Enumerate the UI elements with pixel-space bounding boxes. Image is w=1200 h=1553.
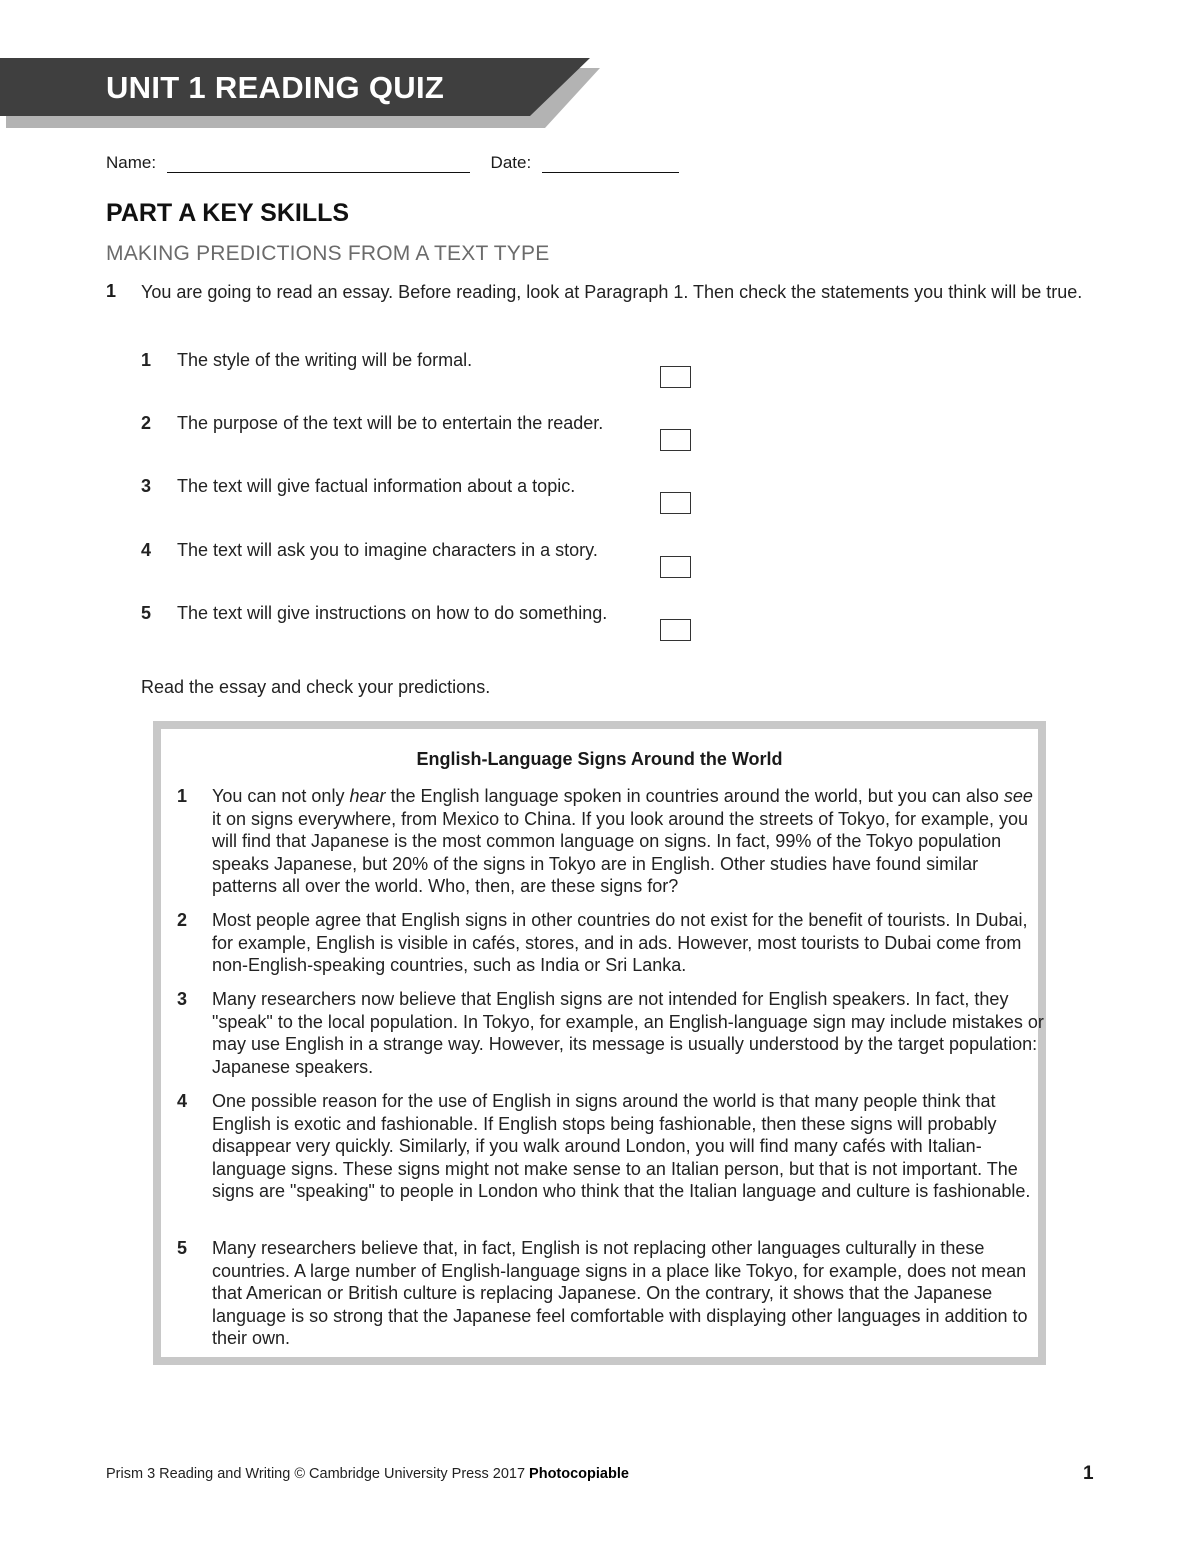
statement-text: The text will ask you to imagine characters in a story. bbox=[177, 540, 598, 560]
statement-number: 5 bbox=[141, 603, 152, 623]
paragraph-number: 1 bbox=[177, 786, 188, 806]
essay-title: English-Language Signs Around the World bbox=[416, 749, 783, 769]
date-label: Date: bbox=[490, 153, 532, 172]
paragraph-text: One possible reason for the use of English in signs around the world is that many people think that English is exotic and fashionable. If English stops being fashionable, then these signs will probably disappear very quickly. Similarly, if you walk around London, you will find many cafés with Italian- language signs. These signs might not make sense to an Italian person, but that is not important. The signs are "speaking" to people in London who think that the Italian language and culture is fashionable. bbox=[212, 1091, 1031, 1202]
essay-box bbox=[153, 721, 1046, 1365]
paragraph-text: Many researchers believe that, in fact, English is not replacing other languages culturally in these countries. A large number of English-language signs in a place like Tokyo, for example, does not mean that American or British culture is replacing Japanese. On the contrary, it shows that the Japanese language is so strong that the Japanese feel comfortable with displaying other languages in addition to their own. bbox=[212, 1238, 1028, 1349]
paragraph-number: 5 bbox=[177, 1238, 188, 1258]
part-title: PART A KEY SKILLS bbox=[106, 199, 350, 227]
paragraph-number: 2 bbox=[177, 910, 188, 930]
followup-instruction: Read the essay and check your predictions. bbox=[141, 677, 491, 697]
statement-checkbox[interactable] bbox=[660, 366, 691, 388]
statement-checkbox[interactable] bbox=[660, 619, 691, 641]
footer-credit: Prism 3 Reading and Writing © Cambridge University Press 2017 Photocopiable bbox=[106, 1466, 629, 1482]
statement-text: The style of the writing will be formal. bbox=[177, 350, 473, 370]
paragraph-text: Most people agree that English signs in other countries do not exist for the benefit of tourists. In Dubai, for example, English is visible in cafés, stores, and in ads. However, most tourists to Dubai come from non-English-speaking countries, such as India or Sri Lanka. bbox=[212, 910, 1028, 976]
paragraph-text: Many researchers now believe that English signs are not intended for English speakers. In fact, they "speak" to the local population. In Tokyo, for example, an English-language sign may include mistakes or may use English in a strange way. However, its message is usually understood by the target population: Japanese speakers. bbox=[212, 989, 1044, 1077]
name-field[interactable] bbox=[167, 152, 470, 173]
date-field[interactable] bbox=[542, 152, 679, 173]
page-number: 1 bbox=[1083, 1463, 1094, 1484]
statement-number: 3 bbox=[141, 476, 152, 496]
section-subheading: MAKING PREDICTIONS FROM A TEXT TYPE bbox=[106, 242, 550, 265]
page-title: UNIT 1 READING QUIZ bbox=[106, 70, 445, 105]
paragraph-number: 4 bbox=[177, 1091, 188, 1111]
paragraph-number: 3 bbox=[177, 989, 188, 1009]
statement-checkbox[interactable] bbox=[660, 492, 691, 514]
statement-number: 2 bbox=[141, 413, 152, 433]
statement-text: The text will give instructions on how to do something. bbox=[177, 603, 608, 623]
statement-text: The text will give factual information about a topic. bbox=[177, 476, 576, 496]
paragraph-text: You can not only hear the English language spoken in countries around the world, but you can also see it on signs everywhere, from Mexico to China. If you look around the streets of Tokyo, for example, you will find that Japanese is the most common language on signs. In fact, 99% of the Tokyo population speaks Japanese, but 20% of the signs in Tokyo are in English. Other studies have found similar patterns all over the world. Who, then, are these signs for? bbox=[212, 786, 1033, 897]
name-date-row bbox=[106, 152, 679, 173]
question-instruction: You are going to read an essay. Before reading, look at Paragraph 1. Then check the statements you think will be true. bbox=[141, 282, 1083, 302]
statement-text: The purpose of the text will be to entertain the reader. bbox=[177, 413, 604, 433]
statement-number: 1 bbox=[141, 350, 152, 370]
name-label: Name: bbox=[106, 153, 157, 172]
photocopiable-label: Photocopiable bbox=[529, 1466, 629, 1482]
question-number: 1 bbox=[106, 281, 117, 301]
statement-checkbox[interactable] bbox=[660, 556, 691, 578]
statement-number: 4 bbox=[141, 540, 152, 560]
statement-checkbox[interactable] bbox=[660, 429, 691, 451]
